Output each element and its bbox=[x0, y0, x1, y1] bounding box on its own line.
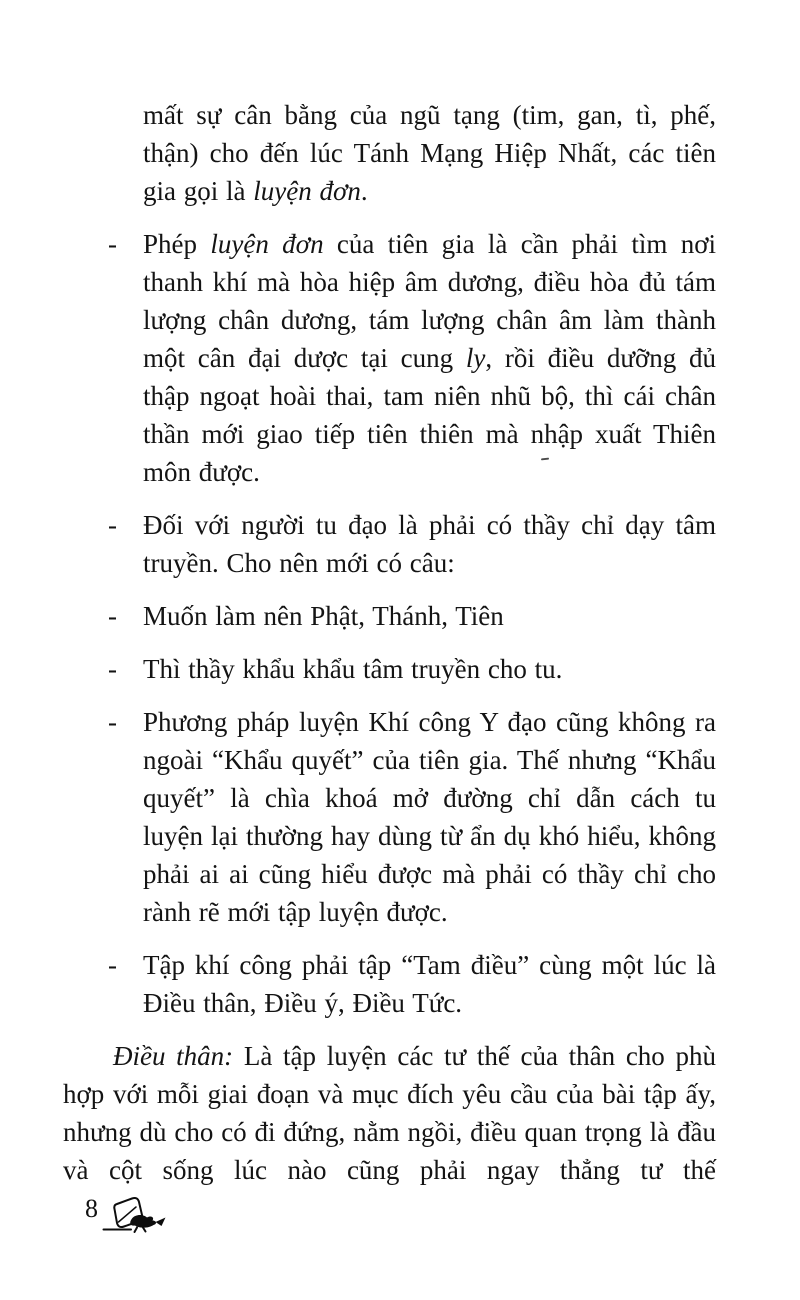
bullet-dash: - bbox=[108, 510, 117, 540]
bullet-dash: - bbox=[108, 229, 117, 259]
paragraph bbox=[63, 1037, 716, 1189]
italic-term: ly bbox=[465, 343, 486, 373]
text-run: Phép bbox=[143, 229, 211, 259]
bullet-item bbox=[108, 225, 716, 491]
page-number: 8 bbox=[85, 1194, 98, 1223]
bullet-text bbox=[143, 597, 716, 635]
italic-term: Điều thân: bbox=[113, 1041, 234, 1071]
bullet-item bbox=[108, 703, 716, 931]
text-run: Đối với người tu đạo là phải có thầy chỉ dạy tâm truyền. Cho nên mới có câu: bbox=[143, 510, 716, 578]
bullet-dash: - bbox=[108, 654, 117, 684]
text-run: , rồi điều dưỡng đủ thập ngoạt hoài thai, tam niên nhũ bộ, thì cái chân thần mới giao tiếp tiên thiên mà nhập xuất Thiên môn được. bbox=[143, 343, 716, 487]
text-run: Thì thầy khẩu khẩu tâm truyền cho tu. bbox=[143, 654, 563, 684]
bullet-item bbox=[108, 506, 716, 582]
bullet-dash: - bbox=[108, 601, 117, 631]
page-footer bbox=[85, 1194, 168, 1236]
text-run: của tiên gia là cần phải tìm nơi thanh khí mà hòa hiệp âm dương, điều hòa đủ tám lượng chân dương, tám lượng chân âm làm thành một cân đại dược tại cung bbox=[143, 229, 716, 373]
text-run: mất sự cân bằng của ngũ tạng (tim, gan, tì, phế, thận) cho đến lúc Tánh Mạng Hiệp Nhất, các tiên gia gọi là bbox=[143, 100, 716, 206]
text-run: . bbox=[360, 176, 368, 206]
bullet-item bbox=[108, 597, 716, 635]
bullet-dash: - bbox=[108, 950, 117, 980]
bullet-text bbox=[143, 225, 716, 491]
text-run: Là tập luyện các tư thế của thân cho phù hợp với mỗi giai đoạn và mục đích yêu cầu của bài tập ấy, nhưng dù cho có đi đứng, nằm ngồi, điều quan trọng là đầu và cột sống lúc nào cũng phải ngay thẳng tư thế bbox=[63, 1041, 716, 1185]
text-run: Phương pháp luyện Khí công Y đạo cũng không ra ngoài “Khẩu quyết” của tiên gia. Thế nhưng “Khẩu quyết” là chìa khoá mở đường chỉ dẫn cách tu luyện lại thường hay dùng từ ẩn dụ khó hiểu, không phải ai ai cũng hiểu được mà phải có thầy chỉ cho rành rẽ mới tập luyện được. bbox=[143, 707, 716, 927]
italic-term: luyện đơn bbox=[210, 229, 324, 259]
bullet-item bbox=[108, 946, 716, 1022]
bullet-dash: - bbox=[108, 707, 117, 737]
bullet-text bbox=[143, 703, 716, 931]
bullet-text bbox=[143, 946, 716, 1022]
bullet-text bbox=[143, 650, 716, 688]
page-content bbox=[0, 96, 800, 1204]
text-run: Tập khí công phải tập “Tam điều” cùng một lúc là Điều thân, Điều ý, Điều Tức. bbox=[143, 950, 716, 1018]
paragraph bbox=[143, 96, 716, 210]
bullet-item bbox=[108, 650, 716, 688]
text-run: Muốn làm nên Phật, Thánh, Tiên bbox=[143, 601, 504, 631]
italic-term: luyện đơn bbox=[253, 176, 361, 206]
bullet-text bbox=[143, 506, 716, 582]
ink-flourish-graphic bbox=[102, 1196, 168, 1236]
